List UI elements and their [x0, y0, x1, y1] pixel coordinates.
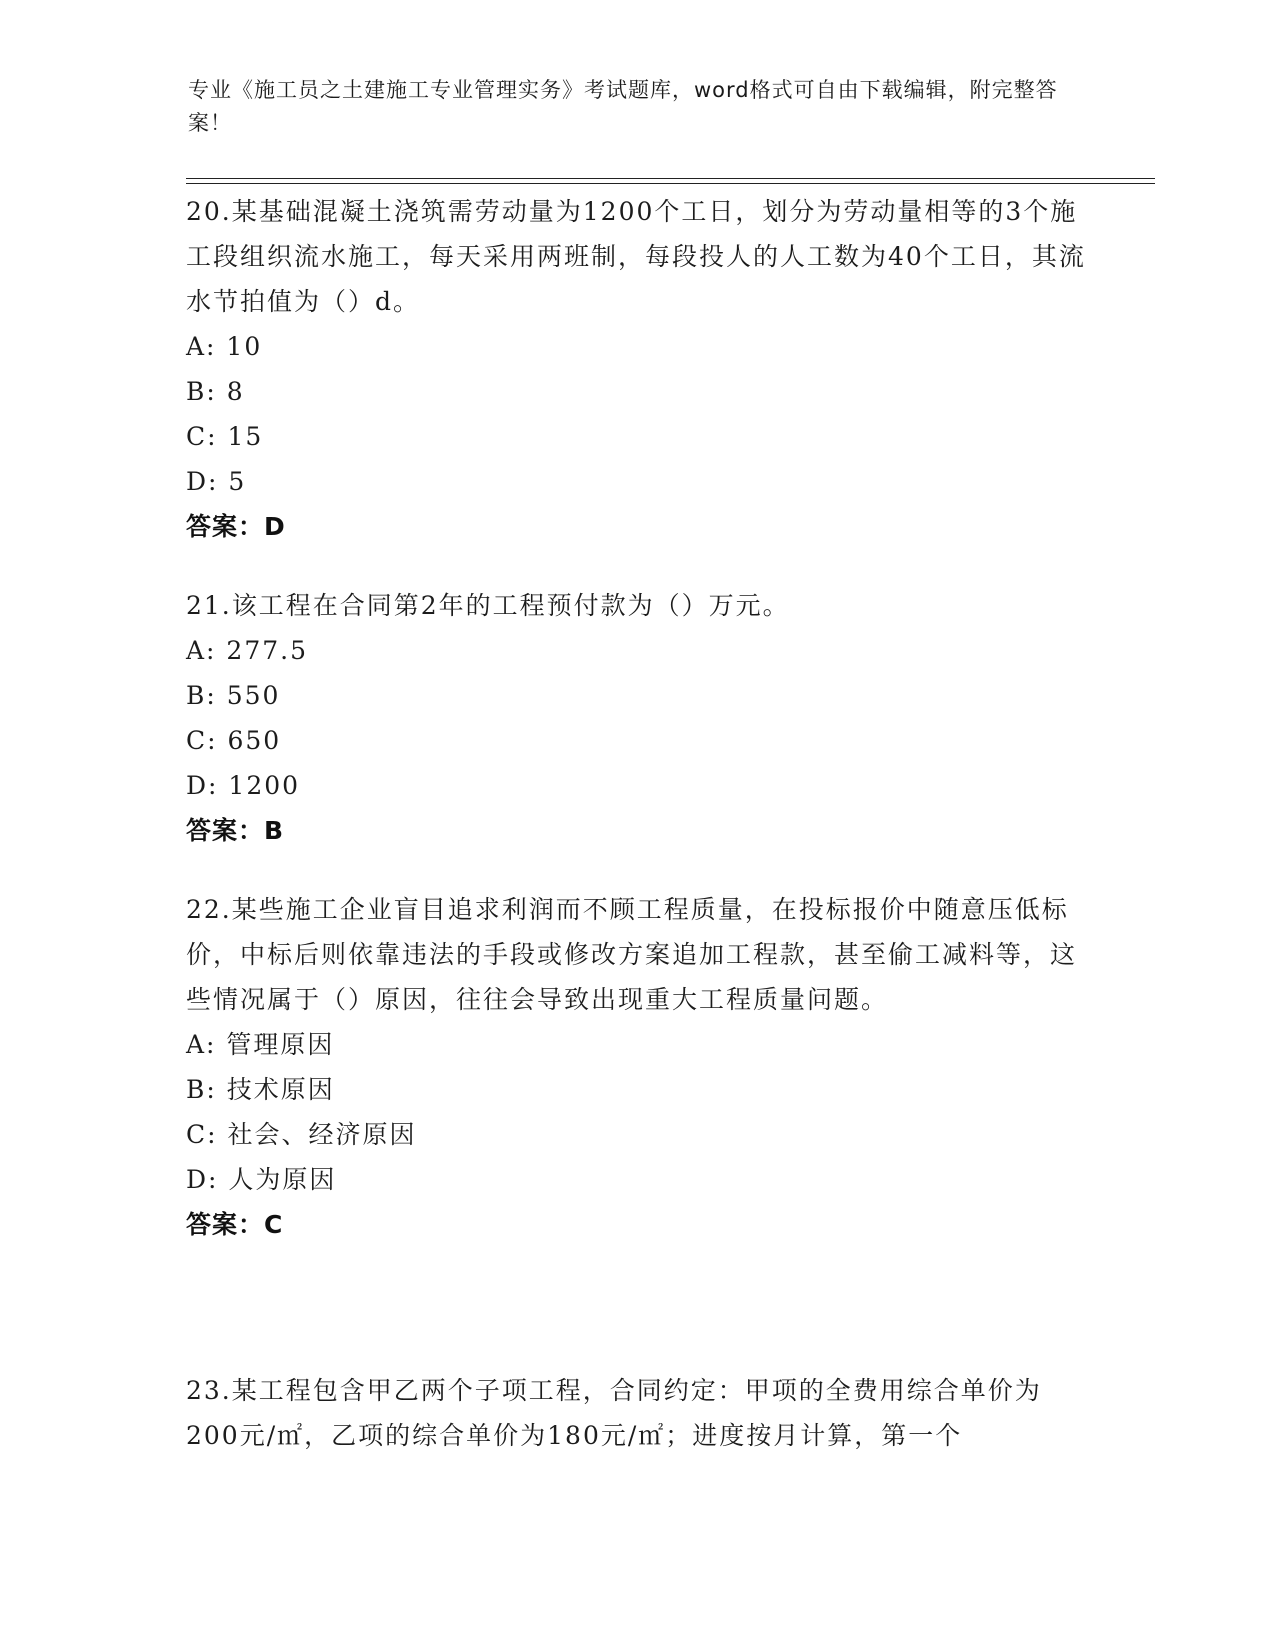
document-header: 专业《施工员之土建施工专业管理实务》考试题库，word格式可自由下载编辑，附完整答案！ [188, 78, 1058, 135]
header-divider-top [186, 178, 1155, 179]
question-20 [186, 189, 1086, 549]
option-c: C: 社会、经济原因 [186, 1120, 417, 1149]
answer-label: 答案：D [186, 512, 286, 541]
option-c: C: 15 [186, 422, 264, 451]
question-22 [186, 887, 1086, 1247]
option-b: B: 8 [186, 377, 245, 406]
question-stem: 22.某些施工企业盲目追求利润而不顾工程质量，在投标报价中随意压低标价，中标后则依靠违法的手段或修改方案追加工程款，甚至偷工减料等，这些情况属于（）原因，往往会导致出现重大工程质量问题。 [186, 895, 1078, 1014]
option-a: A: 管理原因 [186, 1030, 335, 1059]
option-d: D: 人为原因 [186, 1165, 337, 1194]
question-stem: 23.某工程包含甲乙两个子项工程，合同约定：甲项的全费用综合单价为200元/㎡，乙项的综合单价为180元/㎡；进度按月计算，第一个 [186, 1376, 1042, 1450]
question-23 [186, 1368, 1086, 1458]
option-b: B: 技术原因 [186, 1075, 335, 1104]
answer-label: 答案：B [186, 816, 285, 845]
question-21 [186, 583, 1086, 853]
option-c: C: 650 [186, 726, 282, 755]
option-d: D: 1200 [186, 771, 301, 800]
option-a: A: 277.5 [186, 636, 308, 665]
header-divider-bottom [186, 183, 1155, 184]
option-b: B: 550 [186, 681, 281, 710]
question-stem: 21.该工程在合同第2年的工程预付款为（）万元。 [186, 591, 790, 620]
option-a: A: 10 [186, 332, 263, 361]
answer-label: 答案：C [186, 1210, 284, 1239]
option-d: D: 5 [186, 467, 247, 496]
question-stem: 20.某基础混凝土浇筑需劳动量为1200个工日，划分为劳动量相等的3个施工段组织流水施工，每天采用两班制，每段投人的人工数为40个工日，其流水节拍值为（）d。 [186, 197, 1086, 316]
